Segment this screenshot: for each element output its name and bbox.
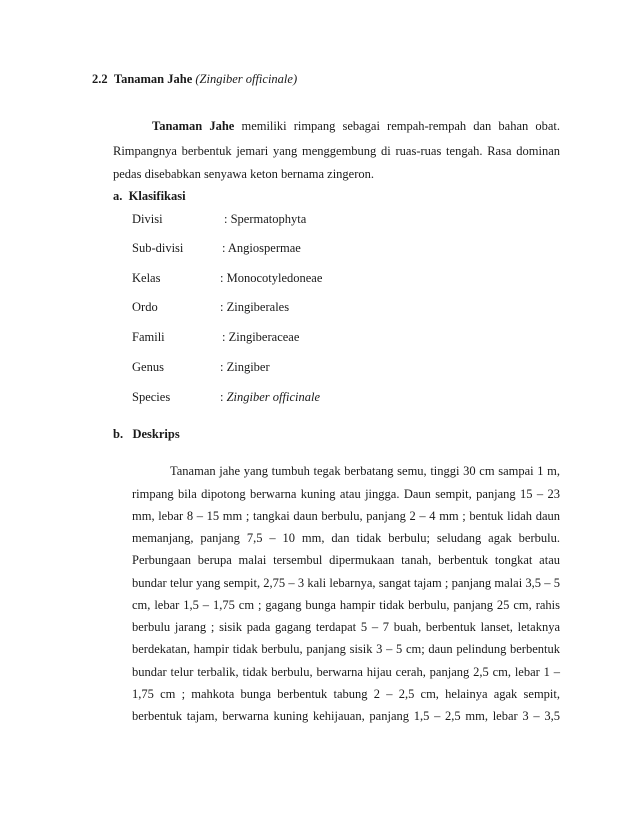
species-name: Zingiber officinale	[226, 390, 321, 404]
description-line: Tanaman jahe yang tumbuh tegak berbatang semu, tinggi 30 cm sampai 1 m,	[170, 464, 560, 478]
classification-value: : Zingiberales	[220, 300, 290, 314]
section-a-label: a.	[113, 189, 123, 203]
description-line: berdekatan, hampir tidak berbulu, panjang sisik 3 – 5 cm; daun pelindung berbentuk	[132, 642, 560, 656]
section-a-heading	[113, 188, 186, 204]
classification-label: Divisi	[132, 212, 163, 226]
intro-line-2: Rimpangnya berbentuk jemari yang menggembung di ruas-ruas tengah. Rasa dominan	[113, 144, 560, 158]
classification-value: : Zingiberaceae	[222, 330, 300, 344]
species-colon: :	[220, 390, 224, 404]
heading-latin: (Zingiber officinale)	[195, 72, 298, 86]
description-line: berbulu jarang ; sisik pada gagang terdapat 5 – 7 buah, berbentuk lanset, letaknya	[132, 620, 560, 634]
classification-value: : Angiospermae	[222, 241, 301, 255]
heading-title: Tanaman Jahe	[113, 72, 193, 86]
description-line: bundar telur terbalik, tidak berbulu, berwarna hijau cerah, panjang 2,5 cm, lebar 1 –	[132, 665, 560, 679]
classification-label: Sub-divisi	[132, 241, 184, 255]
section-a-title: Klasifikasi	[128, 189, 186, 203]
classification-value: : Monocotyledoneae	[220, 271, 323, 285]
classification-label: Species	[132, 390, 171, 404]
intro-lead: Tanaman Jahe	[152, 119, 235, 133]
description-line: 1,75 cm ; mahkota bunga berbentuk tabung 2 – 2,5 cm, helainya agak sempit,	[132, 687, 560, 701]
intro-line-1	[152, 118, 560, 134]
heading-number: 2.2	[92, 72, 108, 86]
section-heading	[92, 71, 297, 87]
description-line: cm, lebar 1,5 – 1,75 cm ; gagang bunga hampir tidak berbulu, panjang 25 cm, rahis	[132, 598, 560, 612]
description-line: berbentuk tajam, berwarna kuning kehijauan, panjang 1,5 – 2,5 mm, lebar 3 – 3,5	[132, 709, 560, 723]
intro-line-3: pedas disebabkan senyawa keton bernama zingeron.	[113, 167, 375, 181]
section-b-heading	[113, 426, 180, 442]
classification-value	[220, 389, 320, 405]
description-line: Perbungaan berupa malai tersembul dipermukaan tanah, berbentuk tongkat atau	[132, 553, 560, 567]
intro-line1-rest: memiliki rimpang sebagai rempah-rempah dan bahan obat.	[241, 119, 560, 133]
classification-label: Famili	[132, 330, 165, 344]
classification-label: Ordo	[132, 300, 158, 314]
description-line: rimpang bila dipotong berwarna kuning atau jingga. Daun sempit, panjang 15 – 23	[132, 487, 560, 501]
classification-value: : Zingiber	[220, 360, 270, 374]
section-b-label: b.	[113, 427, 124, 441]
classification-label: Genus	[132, 360, 164, 374]
classification-value: : Spermatophyta	[224, 212, 307, 226]
classification-label: Kelas	[132, 271, 161, 285]
section-b-title: Deskrips	[132, 427, 180, 441]
description-line: mm, lebar 8 – 15 mm ; tangkai daun berbulu, panjang 2 – 4 mm ; bentuk lidah daun	[132, 509, 560, 523]
description-line: memanjang, panjang 7,5 – 10 mm, dan tidak berbulu; seludang agak berbulu.	[132, 531, 560, 545]
description-line: bundar telur yang sempit, 2,75 – 3 kali lebarnya, sangat tajam ; panjang malai 3,5 – 5	[132, 576, 560, 590]
